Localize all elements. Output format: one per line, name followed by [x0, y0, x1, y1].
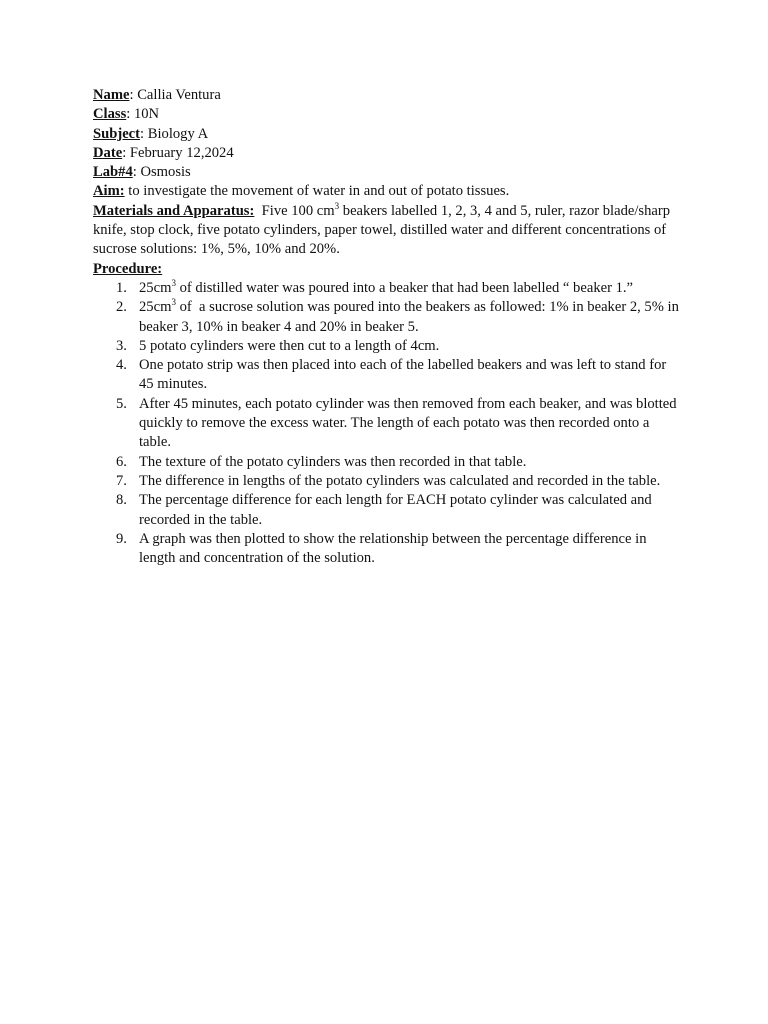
step-text: A graph was then plotted to show the relationship between the percentage difference in length and concentration of the solution.: [139, 530, 647, 567]
date-label: Date: [93, 144, 123, 161]
step-number: 1.: [116, 279, 127, 296]
step-number: 3.: [116, 337, 127, 354]
document-page: [93, 86, 683, 568]
step-number: 6.: [116, 453, 127, 470]
step-number: 4.: [116, 357, 127, 374]
procedure-step: [93, 395, 683, 453]
step-number: 8.: [116, 492, 127, 509]
procedure-step: [93, 356, 683, 395]
date-line: [93, 144, 683, 163]
lab-sep: :: [132, 164, 141, 181]
lab-label: Lab#4: [93, 164, 133, 181]
name-label: Name: [93, 87, 130, 103]
step-number: 7.: [116, 472, 127, 489]
name-sep: :: [129, 87, 138, 103]
materials-text-1: Five 100 cm: [254, 202, 335, 219]
procedure-step: [93, 337, 683, 356]
step-text: of distilled water was poured into a beaker that had been labelled “ beaker 1.”: [175, 279, 634, 296]
class-value: 10N: [133, 106, 160, 123]
class-line: [93, 105, 683, 124]
step-text: The percentage difference for each length for EACH potato cylinder was calculated and recorded in the table.: [139, 492, 652, 528]
aim-label: Aim:: [93, 183, 125, 200]
procedure-label: Procedure:: [93, 260, 163, 277]
date-value: February 12,2024: [129, 144, 234, 161]
subject-value: Biology A: [147, 125, 209, 142]
aim-line: [93, 182, 683, 201]
step-text: After 45 minutes, each potato cylinder was then removed from each beaker, and was blotted quickly to remove the excess water. The length of each potato was then recorded onto a table.: [139, 395, 677, 451]
materials-superscript: 3: [334, 200, 340, 211]
step-text: 5 potato cylinders were then cut to a length of 4cm.: [139, 337, 440, 354]
class-label: Class: [93, 106, 127, 123]
procedure-step: [93, 491, 683, 530]
procedure-step: [93, 472, 683, 491]
step-number: 2.: [116, 299, 127, 316]
procedure-list: [93, 279, 683, 568]
name-line: [93, 86, 683, 105]
step-prefix: 25cm: [139, 299, 172, 316]
materials-label: Materials and Apparatus:: [93, 202, 255, 219]
procedure-heading: [93, 260, 683, 279]
lab-value: Osmosis: [140, 164, 191, 181]
date-sep: :: [122, 144, 130, 161]
step-text: The texture of the potato cylinders was then recorded in that table.: [139, 453, 527, 470]
subject-sep: :: [140, 125, 148, 142]
step-text: of a sucrose solution was poured into the beakers as followed: 1% in beaker 2, 5% in beaker 3, 10% in beaker 4 and 20% in beaker 5.: [139, 299, 683, 335]
step-text: One potato strip was then placed into each of the labelled beakers and was left to stand for 45 minutes.: [139, 357, 667, 393]
procedure-step: [93, 530, 683, 569]
subject-label: Subject: [93, 125, 141, 142]
procedure-step: [93, 279, 683, 298]
step-number: 5.: [116, 395, 127, 412]
step-number: 9.: [116, 530, 127, 547]
step-prefix: 25cm: [139, 279, 172, 296]
step-superscript: 3: [171, 278, 176, 289]
name-value: Callia Ventura: [137, 87, 221, 103]
materials-text-2: beakers labelled 1, 2, 3, 4 and 5, ruler, razor blade/sharp knife, stop clock, five potato cylinders, paper towel, distilled water and different concentrations of sucrose solutions: 1%, 5%, 10% and 20%.: [93, 202, 671, 258]
subject-line: [93, 125, 683, 144]
aim-value: to investigate the movement of water in and out of potato tissues.: [124, 183, 510, 200]
procedure-step: [93, 453, 683, 472]
class-sep: :: [126, 106, 134, 123]
materials-paragraph: [93, 202, 683, 260]
step-superscript: 3: [171, 297, 176, 308]
step-text: The difference in lengths of the potato cylinders was calculated and recorded in the table.: [139, 472, 661, 489]
procedure-step: [93, 298, 683, 337]
lab-line: [93, 163, 683, 182]
